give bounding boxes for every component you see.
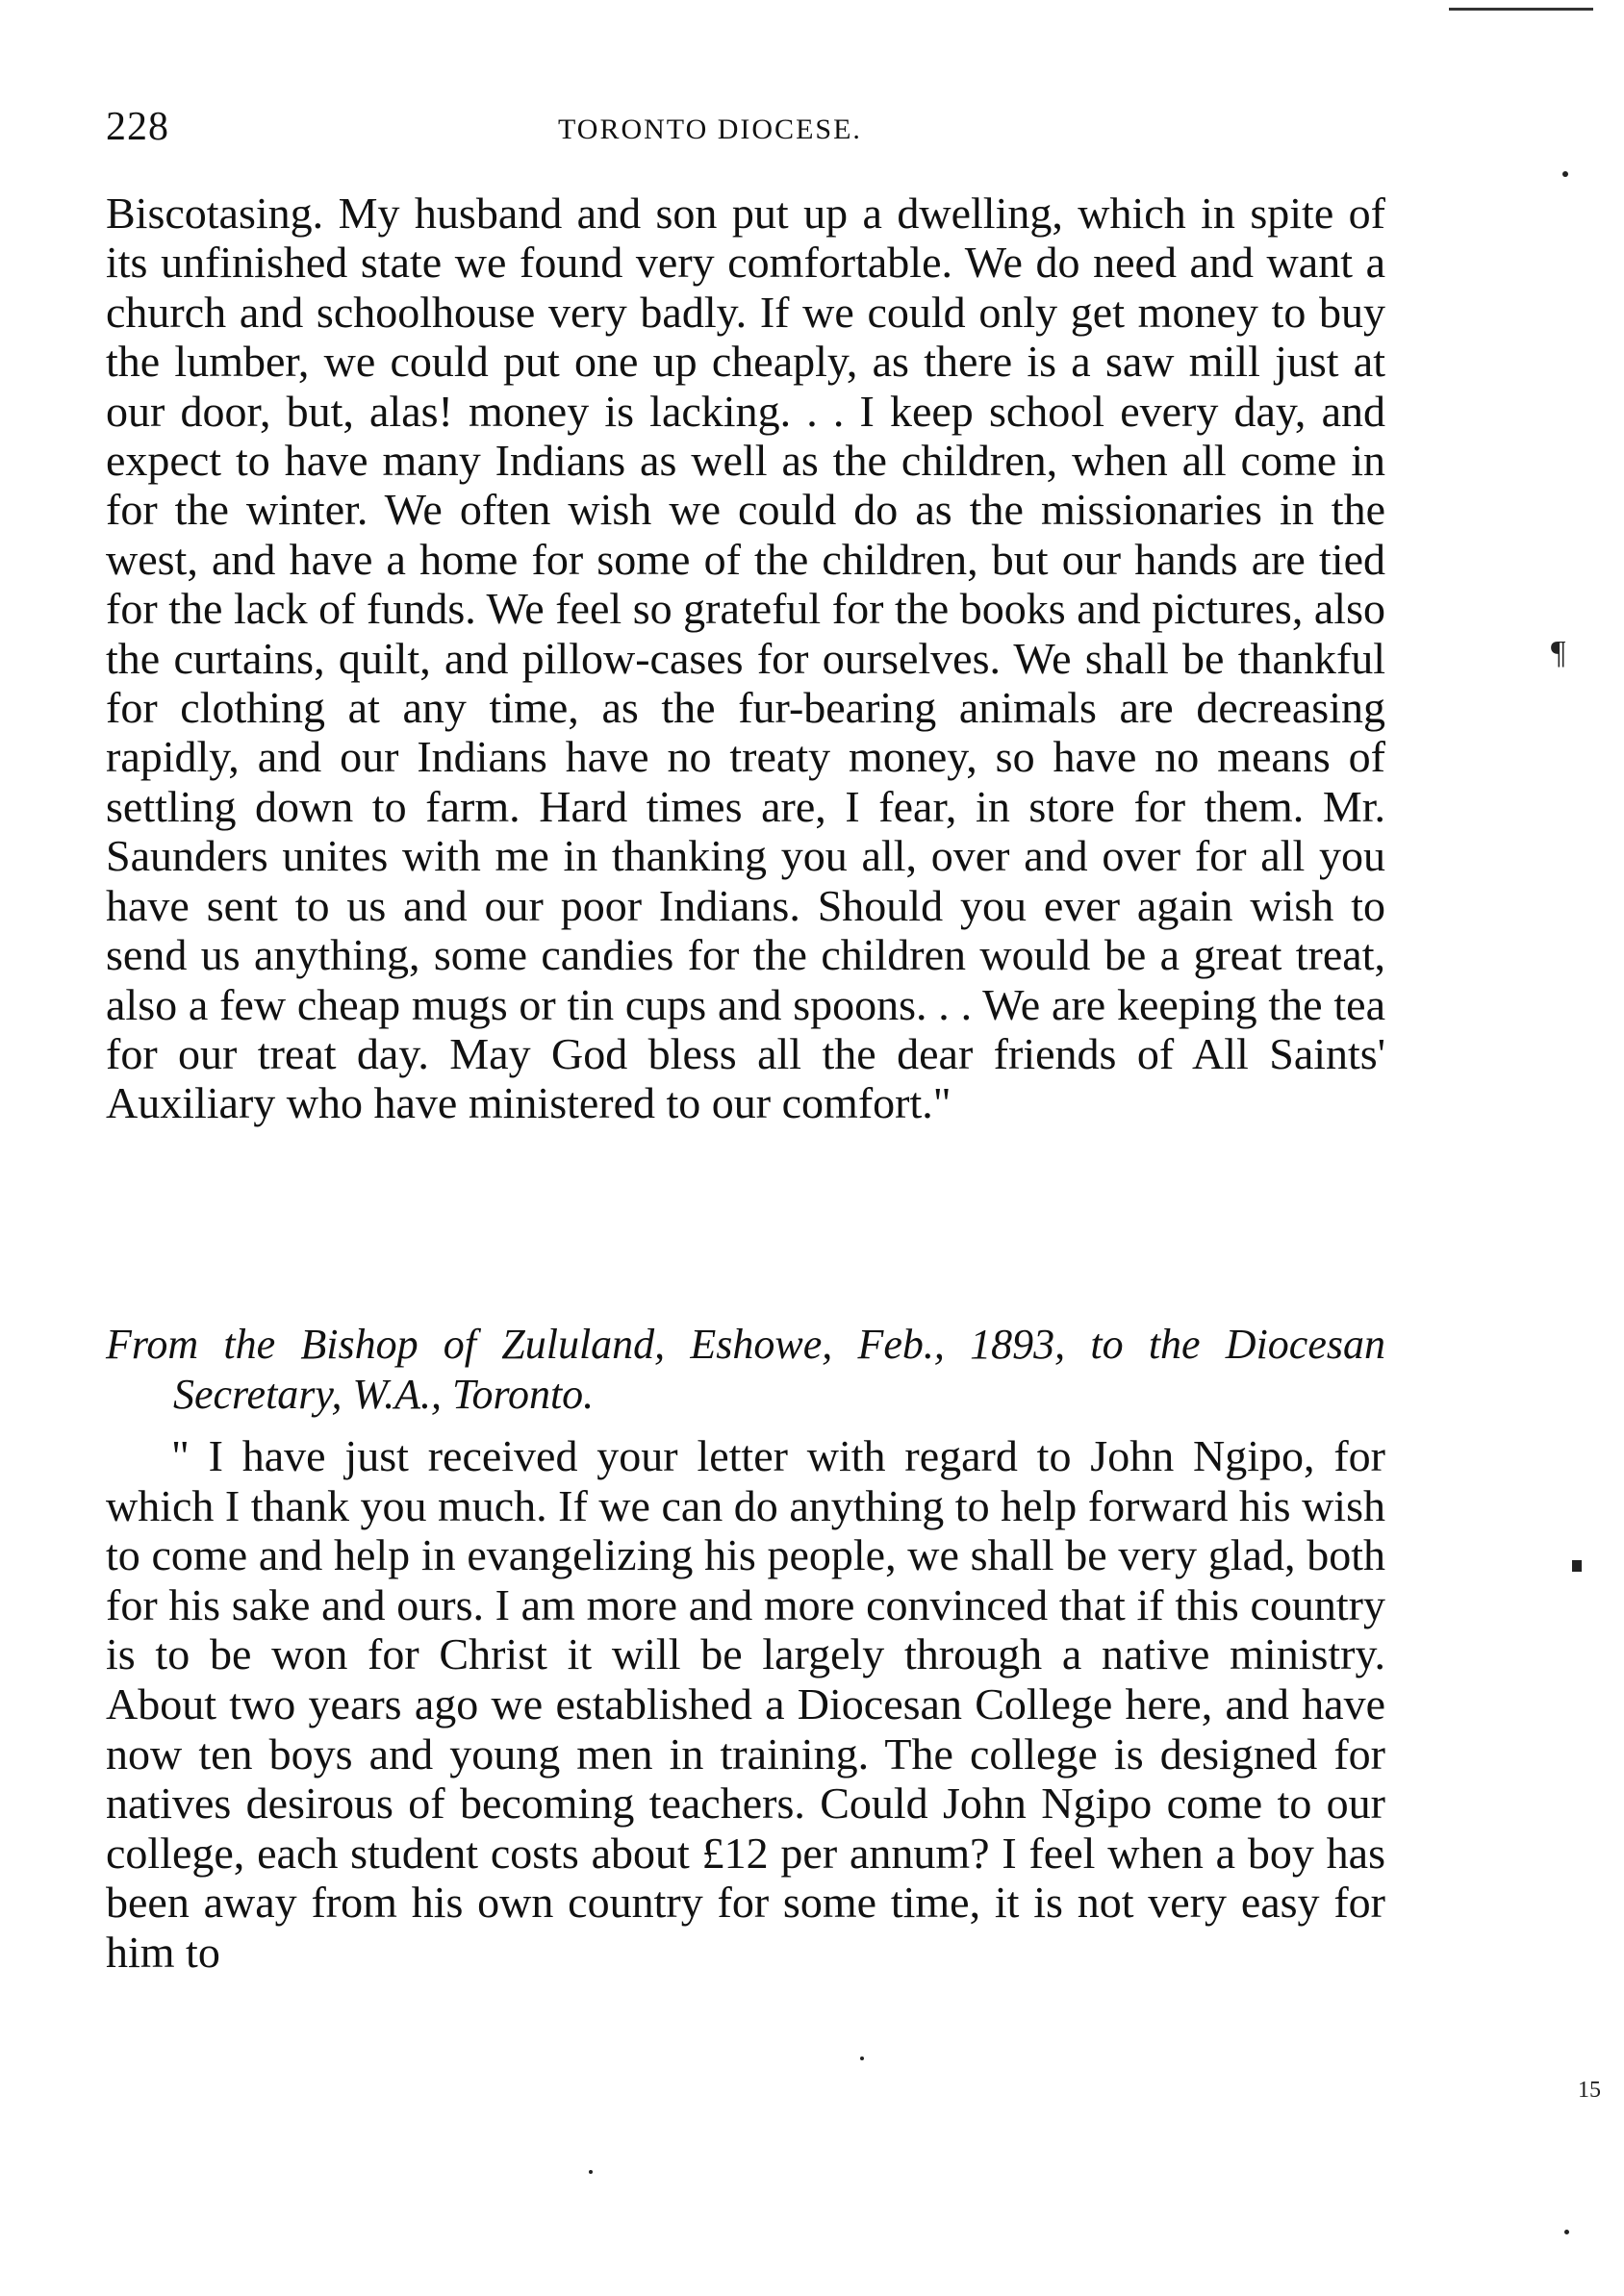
body-paragraph: Biscotasing. My husband and son put up a dwelling, which in spite of its unfinished state we found very comfortable. We do need and want a church and schoolhouse very badly. If we could only get money to buy the lumber, we could put one up cheaply, as there is a saw mill just at our door, but, alas! money is lacking. . . I keep school every day, and expect to have many Indians as well as the children, when all come in for the winter. We often wish we could do as the missionaries in the west, and have a home for some of the children, but our hands are tied for the lack of funds. We feel so grateful for the books and pictures, also the curtains, quilt, and pillow-cases for ourselves. We shall be thankful for clothing at any time, as the fur-bearing animals are decreasing rapidly, and our Indians have no treaty money, so have no means of settling down to farm. Hard times are, I fear, in store for them. Mr. Saunders unites with me in thanking you all, over and over for all you have sent to us and our poor Indians. Should you ever again wish to send us anything, some candies for the children would be a great treat, also a few cheap mugs or tin cups and spoons. . . We are keeping the tea for our treat day. May God bless all the dear friends of All Saints' Auxiliary who have ministered to our comfort.": [106, 189, 1385, 1128]
scan-edge-mark: [1449, 8, 1593, 11]
speck-mark: [860, 2056, 864, 2060]
page-number: 228: [106, 105, 169, 149]
letter-text: [106, 1431, 1385, 1978]
margin-fragment-mark: 15: [1578, 2078, 1601, 2103]
body-text: [106, 189, 1385, 1128]
speck-mark: [589, 2170, 593, 2174]
page-header: [106, 104, 1385, 162]
margin-pilcrow-mark: ¶: [1551, 635, 1566, 670]
speck-mark: [1562, 171, 1568, 177]
letter-paragraph: " I have just received your letter with regard to John Ngipo, for which I thank you much. If we can do anything to help forward his wish to come and help in evangelizing his people, we shall be very glad, both for his sake and ours. I am more and more convinced that if this country is to be won for Christ it will be largely through a native ministry. About two years ago we established a Diocesan College here, and have now ten boys and young men in training. The college is designed for natives desirous of becoming teachers. Could John Ngipo come to our college, each student costs about £12 per annum? I feel when a boy has been away from his own country for some time, it is not very easy for him to: [106, 1431, 1385, 1977]
speck-mark: [1564, 2230, 1569, 2234]
running-head: TORONTO DIOCESE.: [558, 114, 862, 145]
letter-heading: From the Bishop of Zululand, Eshowe, Feb., 1893, to the Diocesan Secretary, W.A., Toronto.: [106, 1321, 1385, 1418]
speck-mark: [1572, 1560, 1582, 1572]
